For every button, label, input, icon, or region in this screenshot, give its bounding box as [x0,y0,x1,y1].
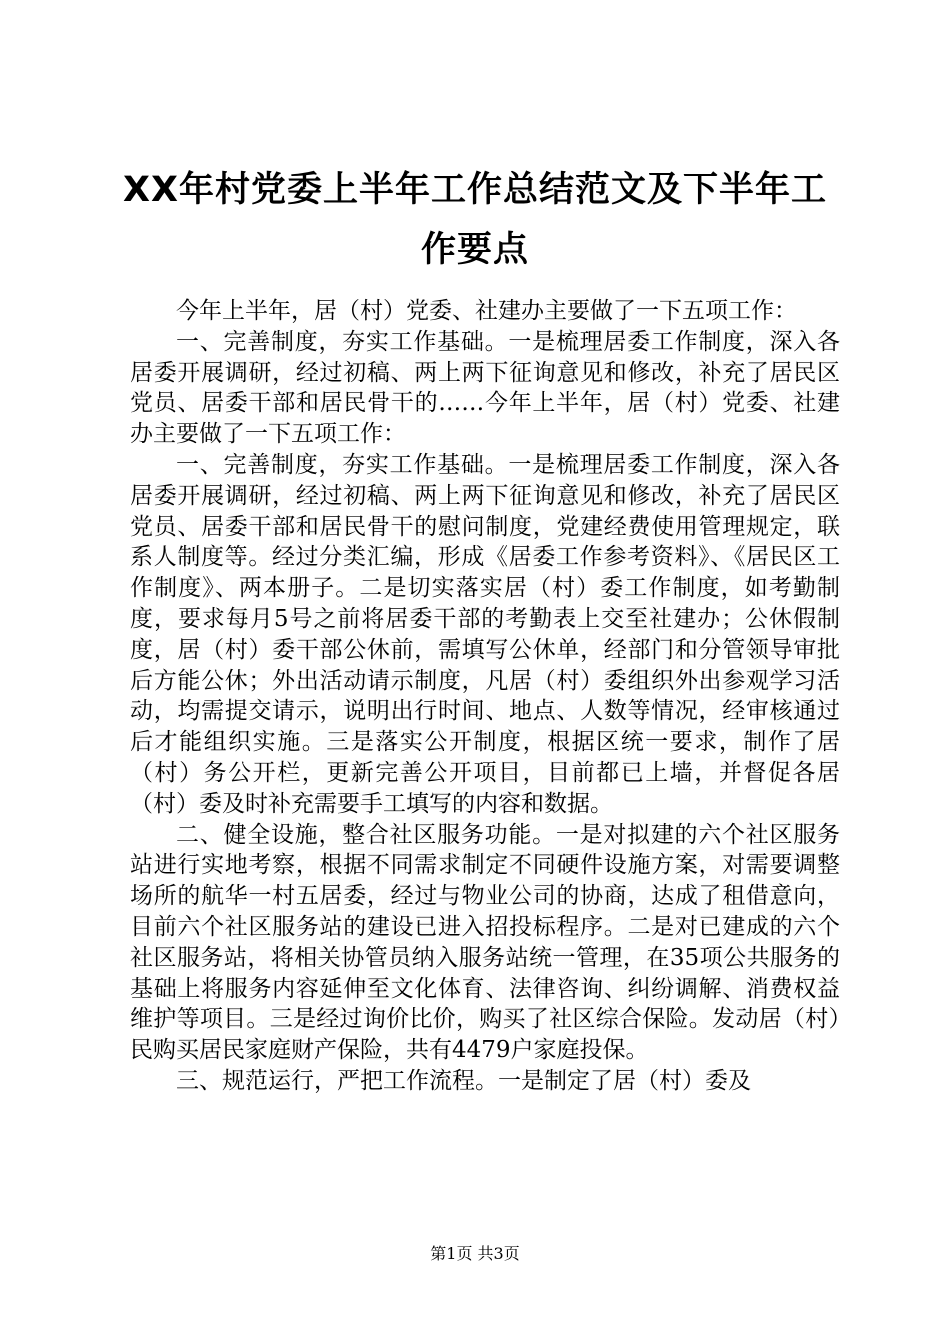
document-title: XX年村党委上半年工作总结范文及下半年工作要点 [123,170,827,270]
paragraph-section-2: 二、健全设施，整合社区服务功能。一是对拟建的六个社区服务站进行实地考察，根据不同需求制定不同硬件设施方案，对需要调整场所的航华一村五居委，经过与物业公司的协商，达成了租借意向，目前六个社区服务站的建设已进入招投标程序。二是对已建成的六个社区服务站，将相关协管员纳入服务站统一管理，在35项公共服务的基础上将服务内容延伸至文化体育、法律咨询、纠纷调解、消费权益维护等项目。三是经过询价比价，购买了社区综合保险。发动居（村）民购买居民家庭财产保险，共有4479户家庭投保。 [130,821,840,1064]
paragraph-section-3: 三、规范运行，严把工作流程。一是制定了居（村）委及 [176,1067,751,1094]
paragraph-section-1: 一、完善制度，夯实工作基础。一是梳理居委工作制度，深入各居委开展调研，经过初稿、两上两下征询意见和修改，补充了居民区党员、居委干部和居民骨干的慰问制度，党建经费使用管理规定，联系人制度等。经过分类汇编，形成《居委工作参考资料》、《居民区工作制度》、两本册子。二是切实落实居（村）委工作制度，如考勤制度，要求每月5号之前将居委干部的考勤表上交至社建办；公休假制度，居（村）委干部公休前，需填写公休单，经部门和分管领导审批后方能公休；外出活动请示制度，凡居（村）委组织外出参观学习活动，均需提交请示，说明出行时间、地点、人数等情况，经审核通过后才能组织实施。三是落实公开制度，根据区统一要求，制作了居（村）务公开栏，更新完善公开项目，目前都已上墙，并督促各居（村）委及时补充需要手工填写的内容和数据。 [130,451,840,817]
paragraph-section-1-excerpt: 一、完善制度，夯实工作基础。一是梳理居委工作制度，深入各居委开展调研，经过初稿、两上两下征询意见和修改，补充了居民区党员、居委干部和居民骨干的……今年上半年，居（村）党委、社建办主要做了一下五项工作： [130,328,840,448]
paragraph-intro: 今年上半年，居（村）党委、社建办主要做了一下五项工作： [176,298,797,324]
page-number-footer: 第1页 共3页 [430,1244,520,1263]
document-body [130,296,840,1097]
